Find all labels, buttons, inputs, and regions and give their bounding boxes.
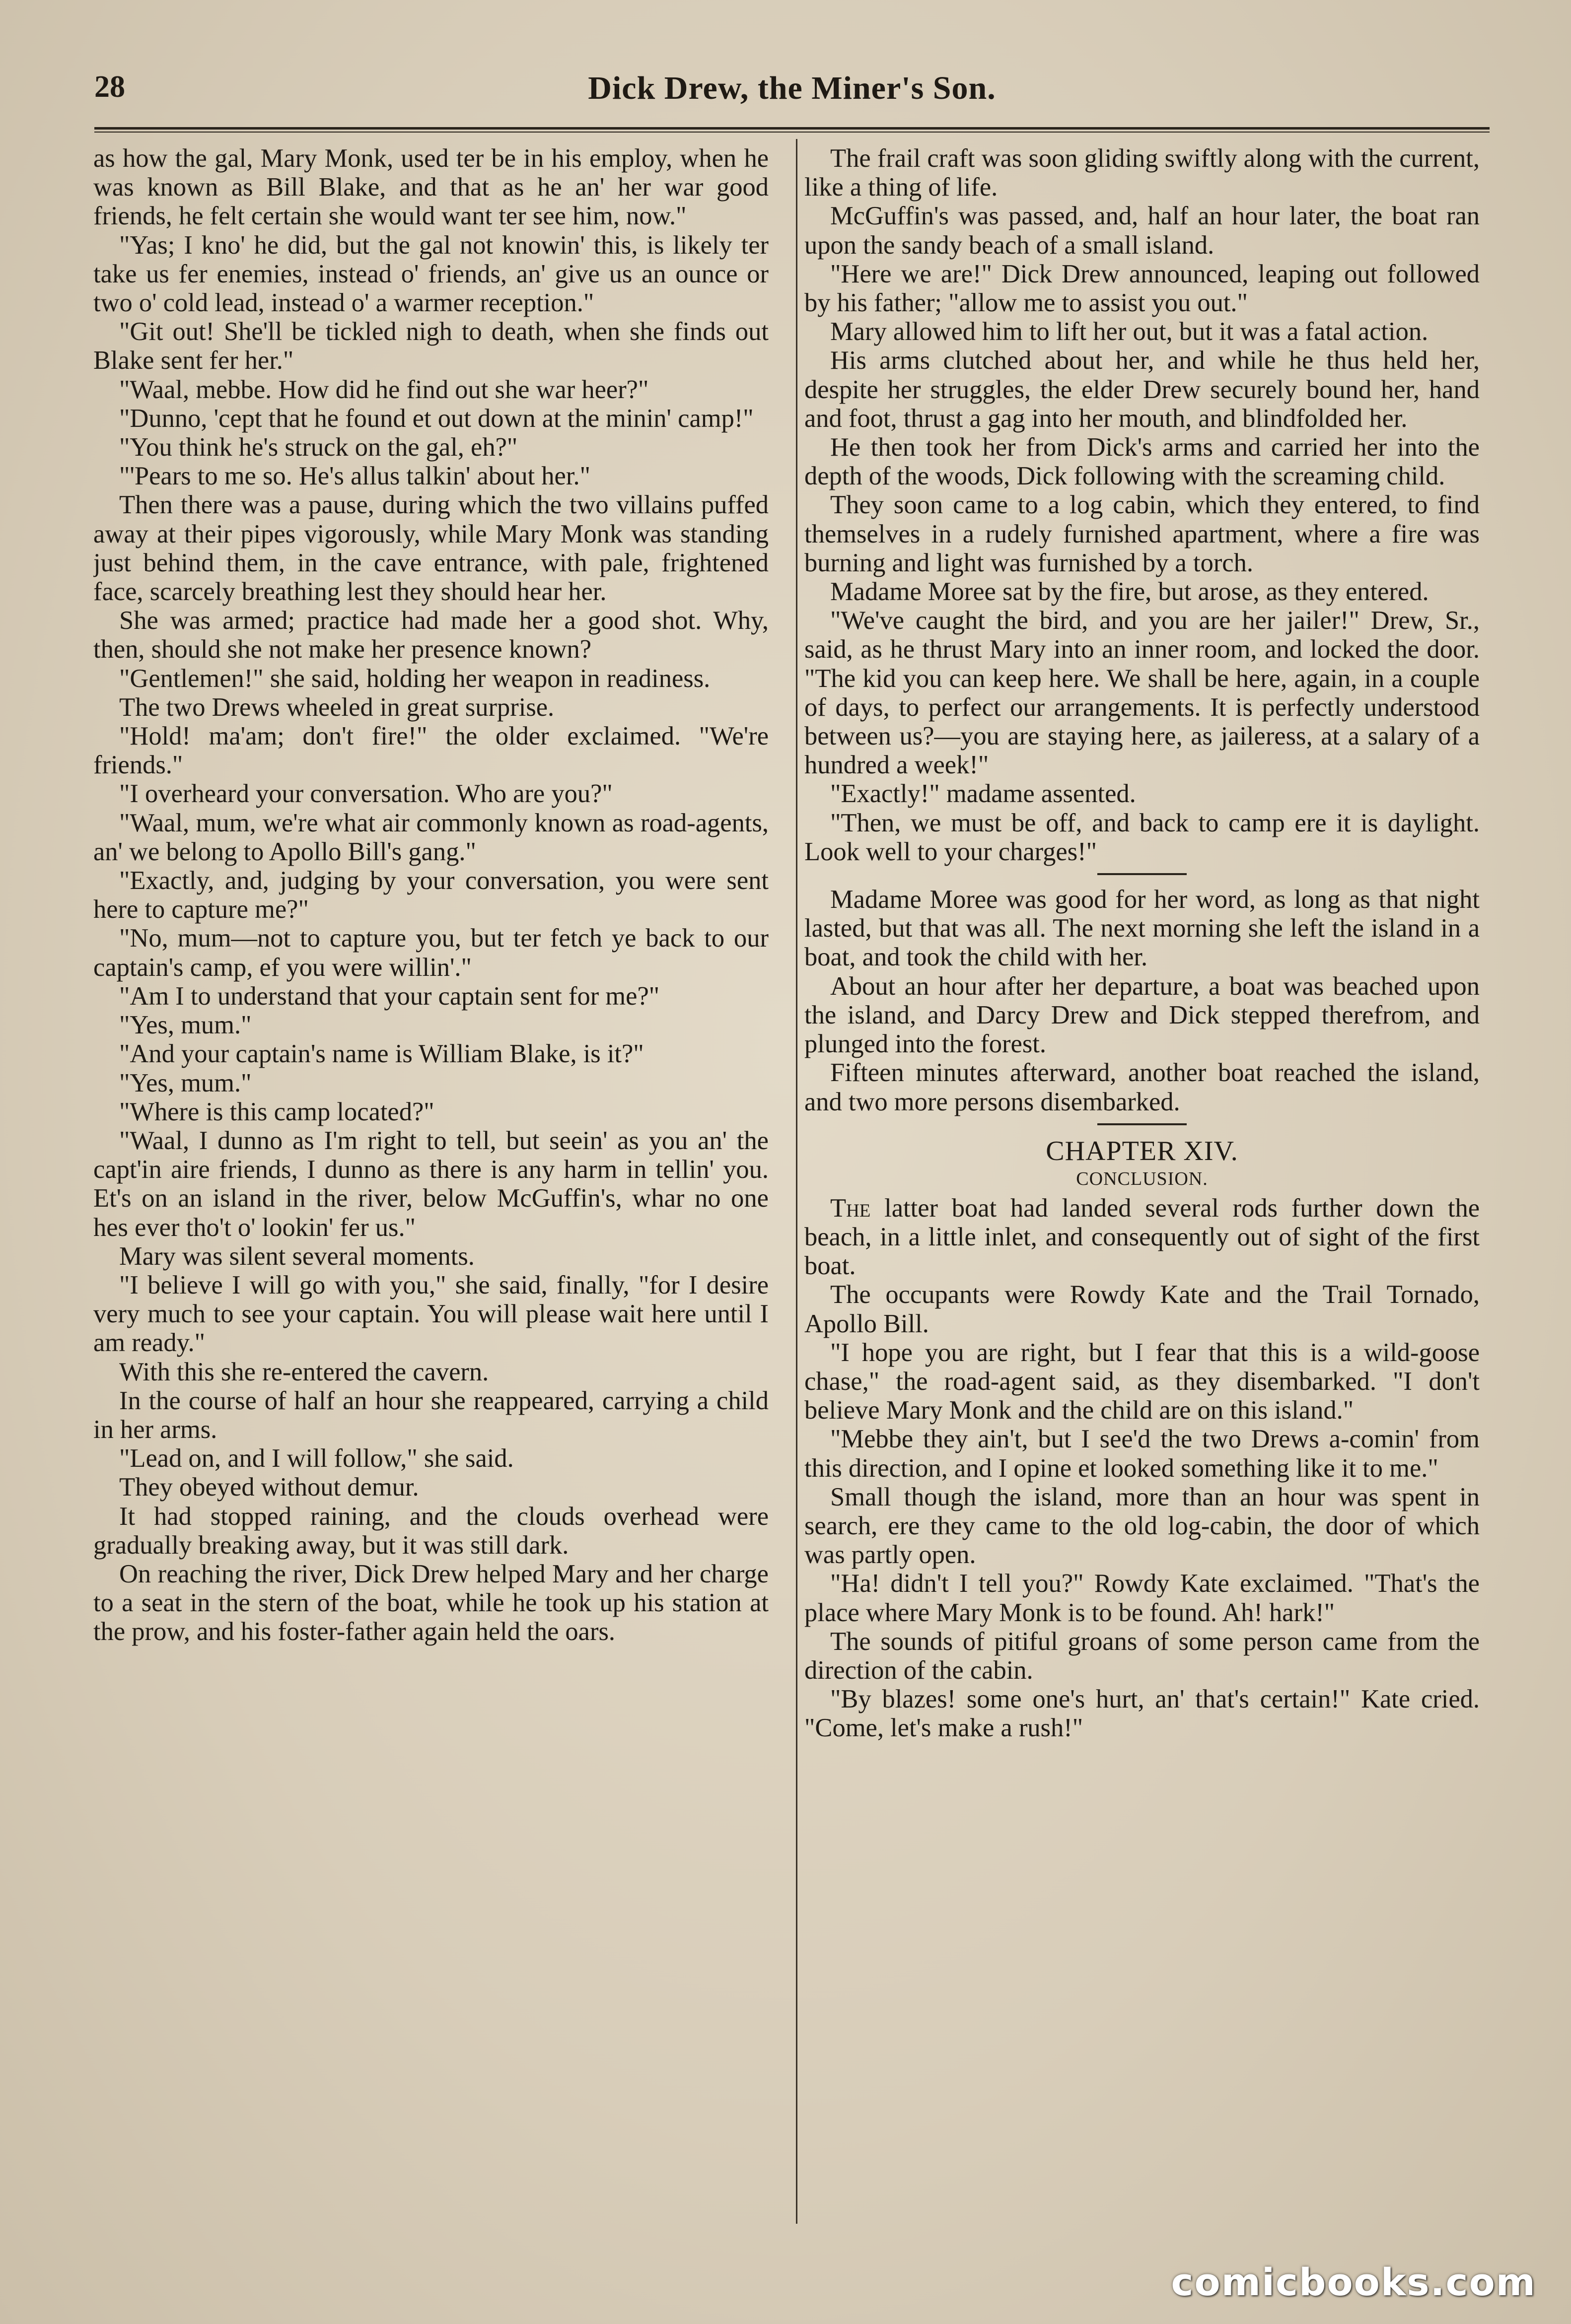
- paragraph: "Where is this camp located?": [119, 1097, 434, 1126]
- paragraph: "Exactly!" madame assented.: [830, 779, 1136, 809]
- paragraph: Small though the island, more than an hour was spent in search, ere they came to the old log-cabin, the door of which was partly open.: [804, 1482, 1480, 1570]
- chapter-separator: [1097, 1123, 1187, 1125]
- chapter-lead-word: The: [830, 1193, 871, 1223]
- paragraph: Then there was a pause, during which the two villains puffed away at their pipes vigorously, while Mary Monk was standing just behind them, in the cave entrance, with pale, frightened face, scarcely breathing lest they should hear her.: [93, 490, 769, 607]
- paragraph: His arms clutched about her, and while he thus held her, despite her struggles, the elder Drew securely bound her, hand and foot, thrust a gag into her mouth, and blindfolded her.: [804, 346, 1480, 433]
- paragraph: "I overheard your conversation. Who are you?": [119, 779, 613, 809]
- paragraph: It had stopped raining, and the clouds overhead were gradually breaking away, but it was still dark.: [93, 1502, 769, 1560]
- paragraph: "Mebbe they ain't, but I see'd the two Drews a-comin' from this direction, and I opine et looked something like it to me.": [804, 1425, 1480, 1483]
- right-column-section-1: [804, 144, 1480, 866]
- paragraph: Mary allowed him to lift her out, but it was a fatal action.: [830, 317, 1428, 346]
- paragraph: "Yes, mum.": [119, 1011, 252, 1040]
- paragraph: He then took her from Dick's arms and carried her into the depth of the woods, Dick following with the screaming child.: [804, 433, 1480, 491]
- paragraph: Madame Moree sat by the fire, but arose, as they entered.: [830, 577, 1429, 607]
- chapter-opening-text: latter boat had landed several rods further down the beach, in a little inlet, and consequently out of sight of the first boat.: [804, 1193, 1480, 1281]
- paragraph: She was armed; practice had made her a good shot. Why, then, should she not make her presence known?: [93, 606, 769, 664]
- left-column: [93, 144, 769, 2229]
- paragraph: "Yas; I kno' he did, but the gal not knowin' this, is likely ter take us fer enemies, instead o' friends, an' give us an ounce or two o' cold lead, instead o' a warmer reception.": [93, 230, 769, 318]
- paragraph: "Dunno, 'cept that he found et out down at the minin' camp!": [119, 404, 754, 433]
- paragraph: "No, mum—not to capture you, but ter fetch ye back to our captain's camp, ef you were willin'.": [93, 924, 769, 982]
- paragraph: "Hold! ma'am; don't fire!" the older exclaimed. "We're friends.": [93, 722, 769, 780]
- page-header: [94, 69, 1490, 114]
- paragraph: The sounds of pitiful groans of some person came from the direction of the cabin.: [804, 1627, 1480, 1685]
- watermark-logo: comicbooks.com: [1171, 2260, 1536, 2304]
- paragraph: On reaching the river, Dick Drew helped Mary and her charge to a seat in the stern of the boat, while he took up his station at the prow, and his foster-father again held the oars.: [93, 1559, 769, 1646]
- paragraph: "Waal, mum, we're what air commonly known as road-agents, an' we belong to Apollo Bill's gang.": [93, 808, 769, 866]
- paragraph: "We've caught the bird, and you are her jailer!" Drew, Sr., said, as he thrust Mary into an inner room, and locked the door. "The kid you can keep here. We shall be here, again, in a couple of days, to perfect our arrangements. It is perfectly understood between us?—you are staying here, as jaileress, at a salary of a hundred a week!": [804, 606, 1480, 780]
- paragraph: "You think he's struck on the gal, eh?": [119, 433, 518, 462]
- paragraph: They soon came to a log cabin, which they entered, to find themselves in a rudely furnished apartment, where a fire was burning and light was furnished by a torch.: [804, 490, 1480, 577]
- paragraph: Madame Moree was good for her word, as long as that night lasted, but that was all. The next morning she left the island in a boat, and took the child with her.: [804, 885, 1480, 972]
- paragraph: The occupants were Rowdy Kate and the Trail Tornado, Apollo Bill.: [804, 1280, 1480, 1338]
- chapter-heading: CHAPTER XIV.: [1046, 1135, 1238, 1166]
- paragraph: "By blazes! some one's hurt, an' that's certain!" Kate cried. "Come, let's make a rush!": [804, 1685, 1480, 1743]
- paragraph: "Yes, mum.": [119, 1068, 252, 1097]
- paragraph: "Exactly, and, judging by your conversation, you were sent here to capture me?": [93, 866, 769, 924]
- column-divider: [796, 139, 797, 2224]
- paragraph: About an hour after her departure, a boat was beached upon the island, and Darcy Drew and Dick stepped therefrom, and plunged into the forest.: [804, 971, 1480, 1059]
- paragraph: They obeyed without demur.: [119, 1473, 419, 1502]
- right-column: [804, 144, 1480, 2229]
- right-column-section-2: [804, 885, 1480, 1116]
- paragraph: "Then, we must be off, and back to camp ere it is daylight. Look well to your charges!": [804, 808, 1480, 866]
- paragraph: "'Pears to me so. He's allus talkin' about her.": [119, 462, 590, 491]
- paragraph: "Waal, I dunno as I'm right to tell, but seein' as you an' the capt'in aire friends, I dunno as there is any harm in tellin' you. Et's on an island in the river, below McGuffin's, whar no one hes ever tho't o' lookin' fer us.": [93, 1126, 769, 1242]
- paragraph: "I hope you are right, but I fear that this is a wild-goose chase," the road-agent said, as they disembarked. "I don't believe Mary Monk and the child are on this island.": [804, 1338, 1480, 1425]
- paragraph: In the course of half an hour she reappeared, carrying a child in her arms.: [93, 1386, 769, 1444]
- paragraph: "Here we are!" Dick Drew announced, leaping out followed by his father; "allow me to assist you out.": [804, 259, 1480, 318]
- paragraph: "Am I to understand that your captain sent for me?": [119, 981, 660, 1011]
- header-rule: [94, 127, 1490, 133]
- paragraph: With this she re-entered the cavern.: [119, 1357, 489, 1386]
- paragraph: "Waal, mebbe. How did he find out she war heer?": [119, 375, 649, 404]
- paragraph: "Git out! She'll be tickled nigh to death, when she finds out Blake sent fer her.": [93, 317, 769, 375]
- paragraph: The two Drews wheeled in great surprise.: [119, 692, 555, 722]
- paragraph: Fifteen minutes afterward, another boat reached the island, and two more persons disembarked.: [804, 1058, 1480, 1116]
- paragraph: "Ha! didn't I tell you?" Rowdy Kate exclaimed. "That's the place where Mary Monk is to be found. Ah! hark!": [804, 1569, 1480, 1627]
- section-separator: [1097, 873, 1187, 875]
- page-number: 28: [94, 70, 125, 104]
- paragraph: "Gentlemen!" she said, holding her weapon in readiness.: [119, 664, 711, 693]
- running-title: Dick Drew, the Miner's Son.: [588, 70, 996, 106]
- paragraph: "Lead on, and I will follow," she said.: [119, 1444, 514, 1473]
- chapter-opening-paragraph: [804, 1194, 1480, 1281]
- paragraph: as how the gal, Mary Monk, used ter be in his employ, when he was known as Bill Blake, and that as he an' her war good friends, he felt certain she would want ter see him, now.": [93, 144, 769, 231]
- paragraph: "I believe I will go with you," she said, finally, "for I desire very much to see your captain. You will please wait here until I am ready.": [93, 1270, 769, 1358]
- paragraph: Mary was silent several moments.: [119, 1241, 475, 1271]
- paragraph: The frail craft was soon gliding swiftly along with the current, like a thing of life.: [804, 144, 1480, 202]
- paragraph: McGuffin's was passed, and, half an hour later, the boat ran upon the sandy beach of a small island.: [804, 202, 1480, 260]
- paragraph: "And your captain's name is William Blake, is it?": [119, 1039, 644, 1069]
- chapter-subtitle: CONCLUSION.: [1076, 1168, 1208, 1189]
- right-column-section-3: [804, 1280, 1480, 1742]
